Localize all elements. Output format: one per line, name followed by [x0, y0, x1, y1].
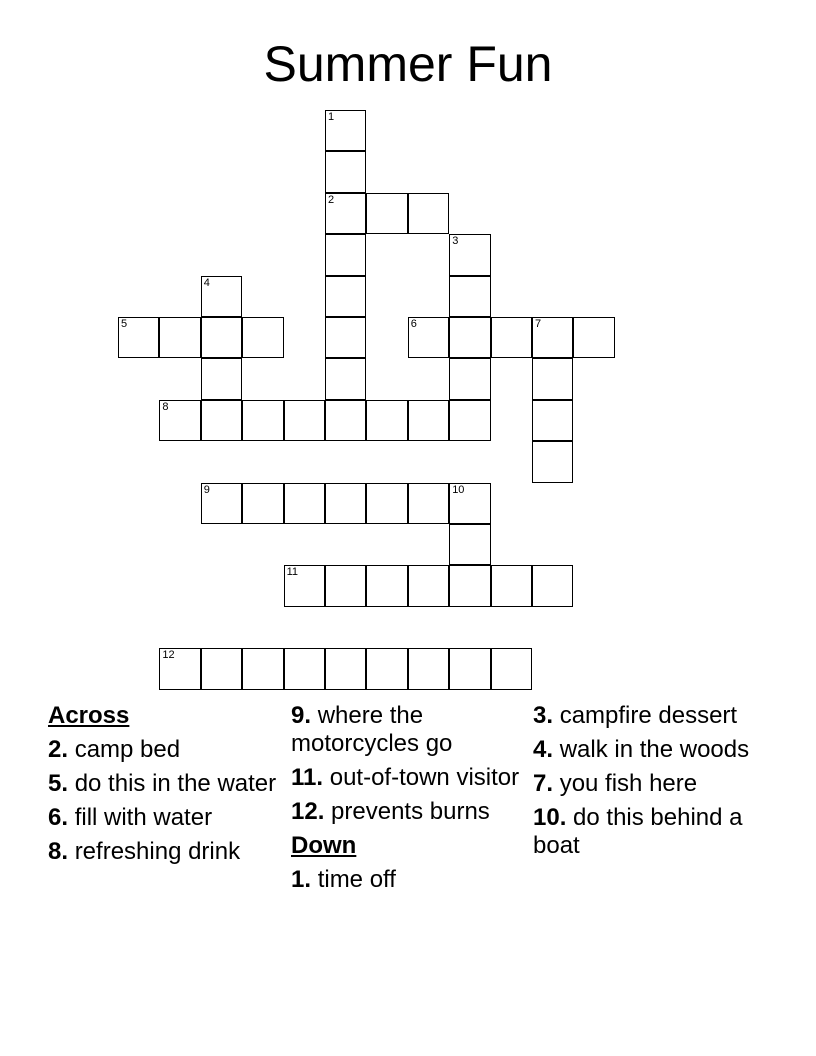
clue-number: 9. — [291, 702, 312, 729]
grid-cell[interactable] — [325, 358, 366, 399]
grid-cell[interactable] — [449, 400, 490, 441]
grid-cell[interactable] — [325, 483, 366, 524]
across-clue — [48, 804, 288, 832]
clue-number: 3. — [533, 702, 554, 729]
grid-cell[interactable] — [491, 317, 532, 358]
cell-number: 1 — [328, 111, 335, 123]
grid-cell[interactable] — [408, 317, 449, 358]
cell-number: 8 — [162, 400, 169, 413]
grid-cell[interactable] — [449, 648, 490, 689]
grid-cell[interactable] — [201, 276, 242, 317]
grid-cell[interactable] — [449, 358, 490, 399]
grid-cell[interactable] — [449, 524, 490, 565]
clue-text: do this in the water — [74, 770, 277, 797]
grid-cell[interactable] — [284, 565, 325, 606]
grid-cell[interactable] — [408, 400, 449, 441]
clue-number: 8. — [48, 838, 69, 865]
grid-cell[interactable] — [366, 648, 407, 689]
grid-cell[interactable] — [242, 648, 283, 689]
grid-cell[interactable] — [325, 193, 366, 234]
clue-text: do this behind a boat — [533, 804, 743, 859]
clue-number: 11. — [291, 764, 324, 791]
grid-cell[interactable] — [449, 276, 490, 317]
clue-column-1 — [48, 702, 288, 872]
clue-text: out-of-town visitor — [329, 764, 520, 791]
cell-number: 11 — [286, 566, 299, 579]
grid-cell[interactable] — [532, 317, 573, 358]
clue-number: 5. — [48, 770, 69, 797]
grid-cell[interactable] — [242, 400, 283, 441]
across-clue — [48, 838, 288, 866]
grid-cell[interactable] — [408, 483, 449, 524]
grid-cell[interactable] — [491, 565, 532, 606]
grid-cell[interactable] — [449, 565, 490, 606]
cell-number: 10 — [452, 483, 465, 496]
grid-cell[interactable] — [159, 317, 200, 358]
cell-number: 2 — [328, 193, 335, 206]
grid-cell[interactable] — [532, 358, 573, 399]
down-clue — [533, 804, 773, 860]
clue-column-2 — [291, 702, 531, 900]
grid-cell[interactable] — [242, 483, 283, 524]
down-clue — [533, 736, 773, 764]
grid-cell[interactable] — [242, 317, 283, 358]
grid-cell[interactable] — [325, 110, 366, 151]
grid-cell[interactable] — [532, 441, 573, 482]
clue-text: you fish here — [559, 770, 698, 797]
grid-cell[interactable] — [325, 276, 366, 317]
cell-number: 5 — [121, 318, 128, 330]
clue-text: campfire dessert — [559, 702, 738, 729]
clue-text: prevents burns — [331, 798, 490, 825]
clue-text: fill with water — [74, 804, 213, 831]
clue-number: 6. — [48, 804, 69, 831]
grid-cell[interactable] — [325, 234, 366, 275]
cell-number: 9 — [203, 483, 210, 496]
grid-cell[interactable] — [201, 317, 242, 358]
across-clue — [48, 770, 288, 798]
clue-text: walk in the woods — [559, 736, 750, 763]
across-heading: Across — [48, 702, 130, 729]
clue-number: 7. — [533, 770, 554, 797]
grid-cell[interactable] — [325, 151, 366, 192]
clue-text: where the motorcycles go — [291, 702, 453, 757]
clue-text: camp bed — [74, 736, 181, 763]
grid-cell[interactable] — [532, 565, 573, 606]
clue-number: 1. — [291, 866, 312, 893]
grid-cell[interactable] — [408, 193, 449, 234]
grid-cell[interactable] — [366, 565, 407, 606]
clue-number: 2. — [48, 736, 69, 763]
grid-cell[interactable] — [159, 400, 200, 441]
down-clue — [291, 866, 531, 894]
grid-cell[interactable] — [201, 358, 242, 399]
grid-cell[interactable] — [284, 648, 325, 689]
clue-text: time off — [317, 866, 396, 893]
cell-number: 12 — [162, 649, 175, 662]
grid-cell[interactable] — [159, 648, 200, 689]
down-heading: Down — [291, 832, 357, 859]
puzzle-title: Summer Fun — [263, 36, 553, 92]
across-clue — [48, 736, 288, 764]
cell-number: 3 — [452, 235, 459, 248]
grid-cell[interactable] — [449, 483, 490, 524]
clue-number: 4. — [533, 736, 554, 763]
grid-cell[interactable] — [201, 483, 242, 524]
clue-text: refreshing drink — [74, 838, 241, 865]
grid-cell[interactable] — [449, 234, 490, 275]
grid-cell[interactable] — [408, 648, 449, 689]
grid-cell[interactable] — [408, 565, 449, 606]
clue-column-3 — [533, 702, 773, 866]
grid-cell[interactable] — [325, 400, 366, 441]
across-clue — [291, 798, 531, 826]
grid-cell[interactable] — [491, 648, 532, 689]
cell-number: 7 — [535, 318, 542, 330]
cell-number: 4 — [203, 276, 210, 289]
cell-number: 6 — [410, 318, 417, 330]
clue-number: 12. — [291, 798, 325, 825]
grid-cell[interactable] — [449, 317, 490, 358]
clue-number: 10. — [533, 804, 567, 831]
grid-cell[interactable] — [325, 565, 366, 606]
grid-cell[interactable] — [284, 400, 325, 441]
grid-cell[interactable] — [366, 483, 407, 524]
grid-cell[interactable] — [325, 317, 366, 358]
across-clue — [291, 764, 531, 792]
grid-cell[interactable] — [118, 317, 159, 358]
grid-cell[interactable] — [366, 193, 407, 234]
across-clue — [291, 702, 531, 758]
down-clue — [533, 702, 773, 730]
grid-cell[interactable] — [201, 648, 242, 689]
down-clue — [533, 770, 773, 798]
grid-cell[interactable] — [573, 317, 614, 358]
grid-cell[interactable] — [325, 648, 366, 689]
grid-cell[interactable] — [366, 400, 407, 441]
grid-cell[interactable] — [532, 400, 573, 441]
grid-cell[interactable] — [284, 483, 325, 524]
grid-cell[interactable] — [201, 400, 242, 441]
